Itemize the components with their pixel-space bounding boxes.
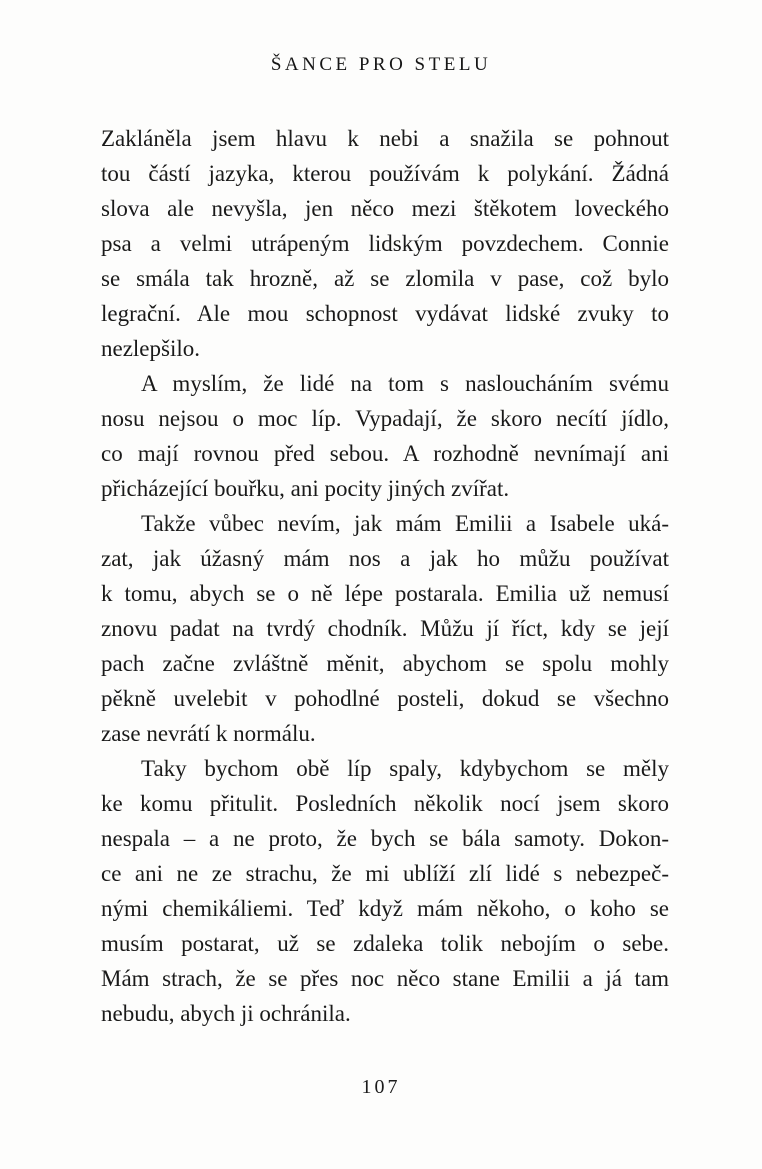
text-line: tou částí jazyka, kterou používám k polykání. Žádná	[101, 161, 669, 186]
text-line: Mám strach, že se přes noc něco stane Emilii a já tam	[101, 966, 669, 991]
text-line: A myslím, že lidé na tom s nasloucháním svému	[141, 371, 669, 396]
body-text-block	[101, 121, 669, 1031]
text-line: nespala – a ne proto, že bych se bála samoty. Dokon-	[101, 826, 669, 851]
text-line: zase nevrátí k normálu.	[101, 721, 316, 746]
text-line: zat, jak úžasný mám nos a jak ho můžu používat	[101, 546, 669, 571]
paragraph	[101, 506, 669, 751]
text-line: přicházející bouřku, ani pocity jiných zvířat.	[101, 476, 510, 501]
text-line: ce ani ne ze strachu, že mi ublíží zlí lidé s nebezpeč-	[101, 861, 669, 886]
text-line: nezlepšilo.	[101, 336, 200, 361]
text-line: musím postarat, už se zdaleka tolik nebojím o sebe.	[101, 931, 669, 956]
running-header: ŠANCE PRO STELU	[270, 54, 492, 75]
paragraph	[101, 751, 669, 1031]
text-line: Takže vůbec nevím, jak mám Emilii a Isabele uká-	[141, 511, 669, 536]
text-line: Taky bychom obě líp spaly, kdybychom se měly	[141, 756, 669, 781]
text-line: psa a velmi utrápeným lidským povzdechem. Connie	[101, 231, 669, 256]
text-line: pěkně uvelebit v pohodlné posteli, dokud se všechno	[101, 686, 669, 711]
text-line: se smála tak hrozně, až se zlomila v pase, což bylo	[101, 266, 669, 291]
text-line: nebudu, abych ji ochránila.	[101, 1001, 351, 1026]
page-number: 107	[361, 1076, 401, 1098]
text-line: co mají rovnou před sebou. A rozhodně nevnímají ani	[101, 441, 669, 466]
text-line: slova ale nevyšla, jen něco mezi štěkotem loveckého	[101, 196, 669, 221]
text-line: legrační. Ale mou schopnost vydávat lidské zvuky to	[101, 301, 669, 326]
paragraph	[101, 121, 669, 366]
text-line: k tomu, abych se o ně lépe postarala. Emilia už nemusí	[101, 581, 669, 606]
text-line: znovu padat na tvrdý chodník. Můžu jí říct, kdy se její	[101, 616, 669, 641]
text-line: Zakláněla jsem hlavu k nebi a snažila se pohnout	[101, 126, 669, 151]
text-line: ke komu přitulit. Posledních několik nocí jsem skoro	[101, 791, 669, 816]
text-line: pach začne zvláštně měnit, abychom se spolu mohly	[101, 651, 669, 676]
text-line: nosu nejsou o moc líp. Vypadají, že skoro necítí jídlo,	[101, 406, 669, 431]
text-line: nými chemikáliemi. Teď když mám někoho, o koho se	[101, 896, 669, 921]
paragraph	[101, 366, 669, 506]
